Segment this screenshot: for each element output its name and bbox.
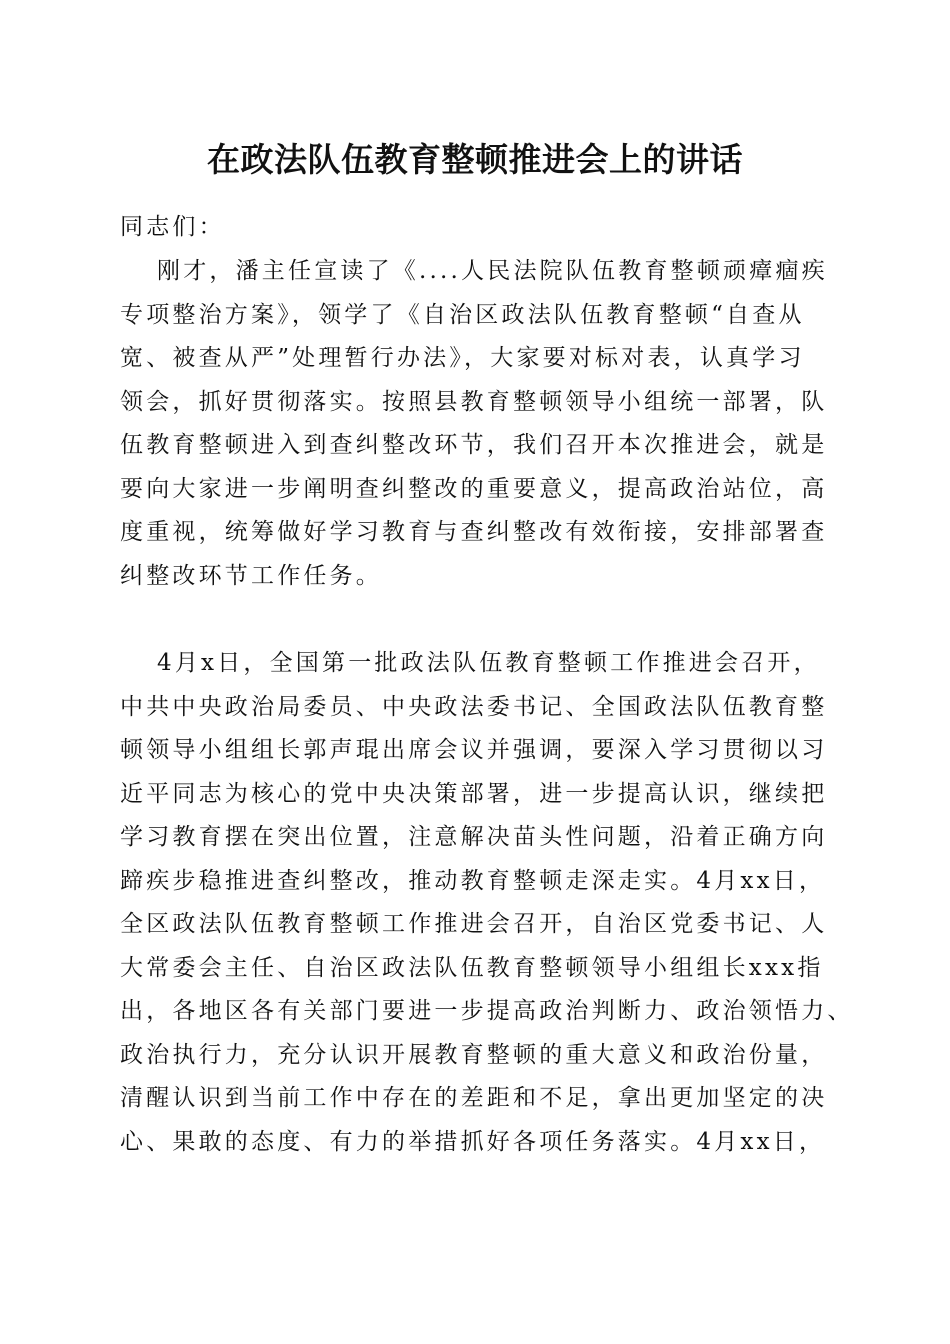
paragraph-2-line: 政治执行力，充分认识开展教育整顿的重大意义和政治份量， [120, 1041, 828, 1068]
paragraph-1 [120, 250, 840, 598]
paragraph-1-line: 刚才，潘主任宣读了《....人民法院队伍教育整顿顽瘴痼疾 [157, 258, 828, 284]
paragraph-2-line: 心、果敢的态度、有力的举措抓好各项任务落实。4月xx日， [120, 1128, 826, 1155]
paragraph-2-line: 全区政法队伍教育整顿工作推进会召开，自治区党委书记、人 [120, 911, 828, 937]
paragraph-2-line: 中共中央政治局委员、中央政法委书记、全国政法队伍教育整 [120, 693, 828, 720]
paragraph-1-line: 宽、被查从严”处理暂行办法》，大家要对标对表，认真学习 [120, 345, 805, 371]
paragraph-1-line: 领会，抓好贯彻落实。按照县教育整顿领导小组统一部署，队 [120, 388, 828, 415]
paragraph-2-line: 学习教育摆在突出位置，注意解决苗头性问题，沿着正确方向 [120, 824, 828, 850]
paragraph-1-line: 伍教育整顿进入到查纠整改环节，我们召开本次推进会，就是 [120, 432, 828, 458]
salutation: 同志们： [120, 214, 225, 240]
paragraph-2-line: 蹄疾步稳推进查纠整改，推动教育整顿走深走实。4月xx日， [120, 867, 826, 894]
paragraph-2-line: 大常委会主任、自治区政法队伍教育整顿领导小组组长xxx指 [120, 954, 824, 981]
paragraph-2-line: 顿领导小组组长郭声琨出席会议并强调，要深入学习贯彻以习 [120, 737, 828, 763]
paragraph-2-line: 近平同志为核心的党中央决策部署，进一步提高认识，继续把 [120, 780, 828, 807]
paragraph-1-line: 要向大家进一步阐明查纠整改的重要意义，提高政治站位，高 [120, 475, 828, 502]
paragraph-1-line: 纠整改环节工作任务。 [120, 562, 382, 589]
paragraph-2-line: 出，各地区各有关部门要进一步提高政治判断力、政治领悟力、 [120, 998, 854, 1024]
paragraph-2-line: 4月x日，全国第一批政法队伍教育整顿工作推进会召开， [157, 650, 820, 676]
paragraph-2 [120, 642, 854, 1164]
paragraph-1-line: 专项整治方案》，领学了《自治区政法队伍教育整顿“自查从 [120, 301, 805, 328]
document-title: 在政法队伍教育整顿推进会上的讲话 [207, 140, 743, 179]
paragraph-1-line: 度重视，统筹做好学习教育与查纠整改有效衔接，安排部署查 [120, 519, 828, 545]
paragraph-2-line: 清醒认识到当前工作中存在的差距和不足，拿出更加坚定的决 [120, 1085, 828, 1111]
